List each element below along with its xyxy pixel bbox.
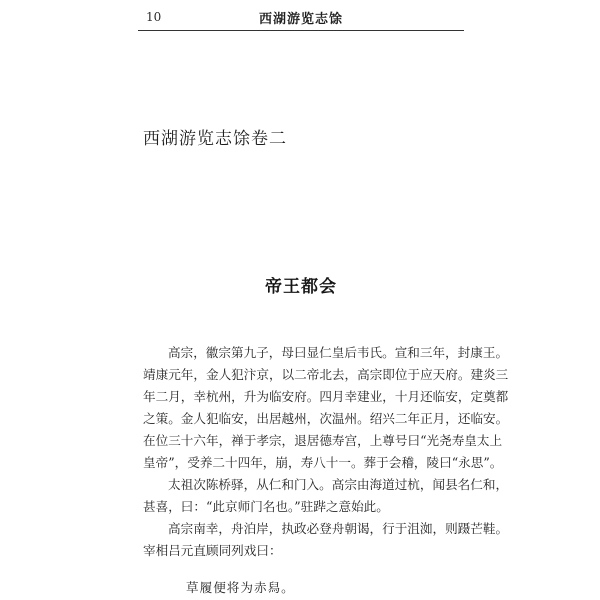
poem-line: 草履便将为赤舄。 bbox=[186, 580, 295, 595]
paragraph-line: 宰相吕元直顾同列戏曰： bbox=[143, 543, 282, 558]
page-number: 10 bbox=[146, 10, 162, 24]
paragraph-line: 靖康元年，金人犯汴京，以二帝北去，高宗即位于应天府。建炎三 bbox=[143, 367, 509, 382]
paragraph-line: 太祖次陈桥驿，从仁和门入。高宗由海道过杭，闻县名仁和， bbox=[168, 477, 509, 492]
chapter-title: 西湖游览志馀卷二 bbox=[143, 129, 287, 149]
paragraph-line: 高宗，徽宗第九子，母曰显仁皇后韦氏。宣和三年，封康王。 bbox=[168, 345, 509, 360]
paragraph-line: 甚喜，曰：“此京师门名也。”驻跸之意始此。 bbox=[143, 499, 389, 514]
body-text bbox=[143, 342, 509, 562]
paragraph-line: 之策。金人犯临安，出居越州，次温州。绍兴二年正月，还临安。 bbox=[143, 411, 509, 426]
paragraph-line: 年二月，幸杭州，升为临安府。四月幸建业，十月还临安，定奠都 bbox=[143, 389, 509, 404]
header-rule bbox=[138, 30, 464, 31]
running-head-title: 西湖游览志馀 bbox=[258, 12, 343, 27]
paragraph-line: 高宗南幸，舟泊岸，执政必登舟朝谒，行于沮洳，则蹑芒鞋。 bbox=[168, 521, 509, 536]
paragraph-line: 皇帝”，受养二十四年，崩，寿八十一。葬于会稽，陵曰“永思”。 bbox=[143, 455, 503, 470]
paragraph-line: 在位三十六年，禅于孝宗，退居德寿宫，上尊号曰“光尧寿皇太上 bbox=[143, 433, 503, 448]
section-title: 帝王都会 bbox=[265, 277, 337, 297]
